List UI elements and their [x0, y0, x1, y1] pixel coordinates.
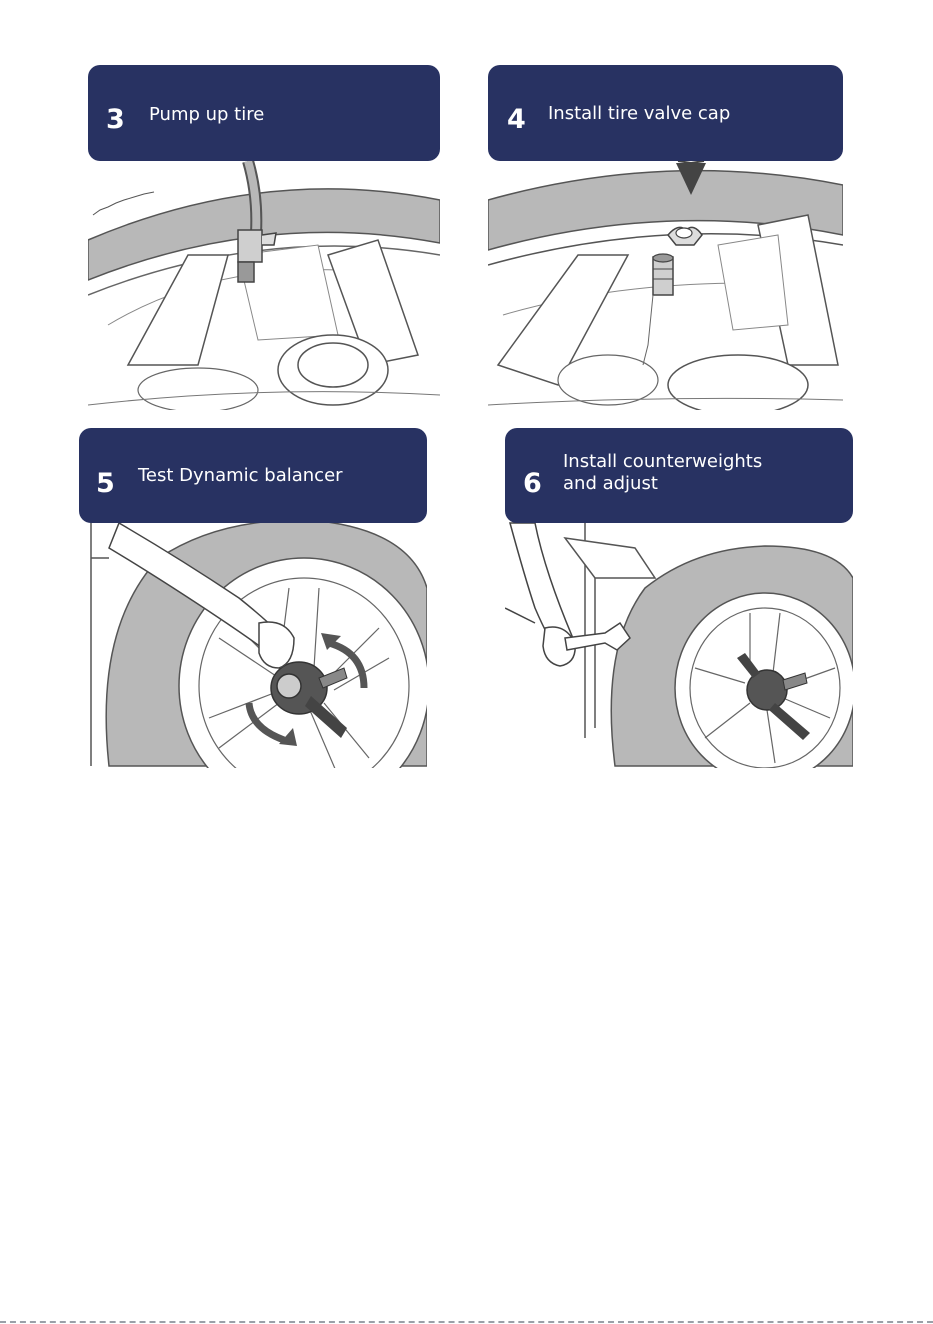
step-banner	[505, 428, 853, 523]
step-number: 3	[106, 104, 125, 135]
step-title: Install counterweights and adjust	[563, 451, 763, 494]
page-bottom-border	[0, 1321, 933, 1323]
step-title: Pump up tire	[149, 104, 265, 125]
step-4-panel	[488, 65, 843, 410]
step-5-panel	[79, 428, 427, 768]
step-title: Install tire valve cap	[548, 103, 731, 124]
step-number: 6	[523, 468, 542, 499]
step-banner	[79, 428, 427, 523]
step-6-panel	[505, 428, 853, 768]
step-banner	[88, 65, 440, 161]
step-number: 5	[96, 468, 115, 499]
step-number: 4	[507, 104, 526, 135]
step-title: Test Dynamic balancer	[138, 465, 343, 486]
step-3-panel	[88, 65, 440, 410]
step-banner	[488, 65, 843, 161]
